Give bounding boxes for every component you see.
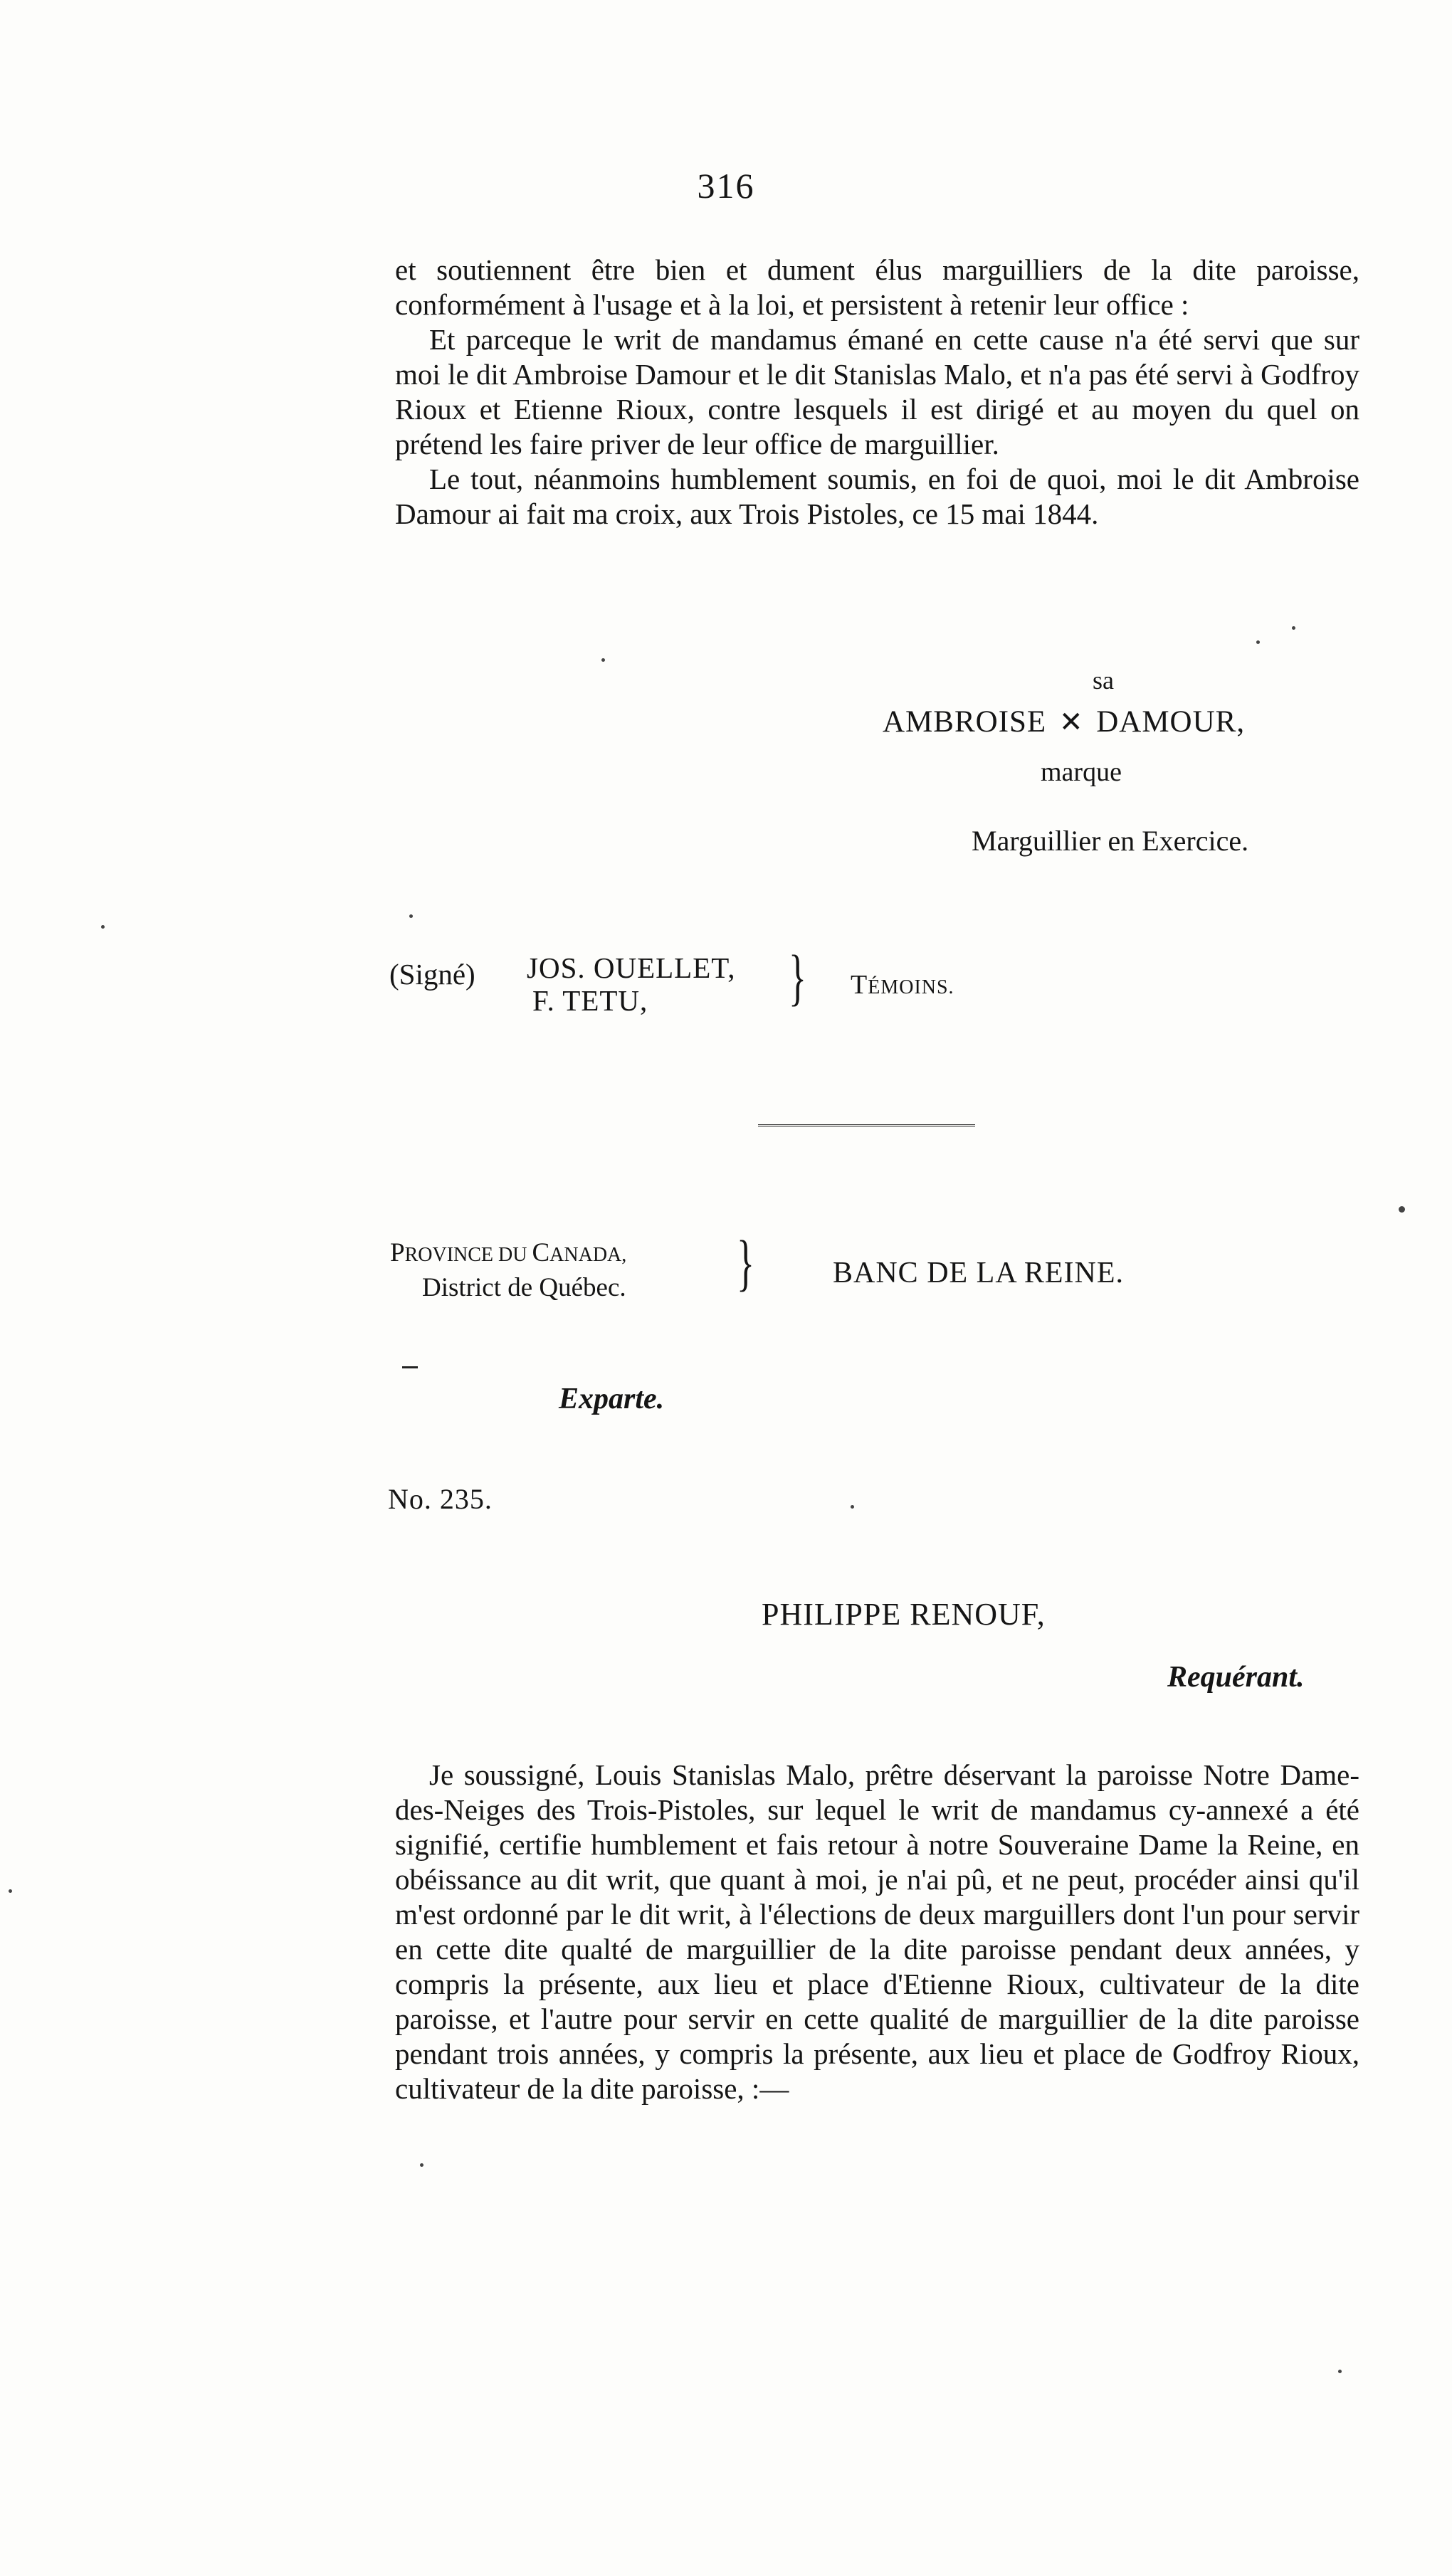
paragraph-4: Je soussigné, Louis Stanislas Malo, prêtre déservant la paroisse Notre Dame-des-Neiges des Trois-Pistoles, sur lequel le writ de mandamus cy-annexé a été signifié, certifie humblement et fais retour à notre Souveraine Dame la Reine, en obéissance au dit writ, que quant à moi, je n'ai pû, et ne peut, procéder ainsi qu'il m'est ordonné par le dit writ, à l'élections de deux marguillers dont l'un pour servir en cette dite qualté de marguillier de la dite paroisse pendant deux années, y compris la présente, aux lieu et place d'Etienne Rioux, cultivateur de la dite paroisse, et l'autre pour servir en cette qualité de marguillier de la dite paroisse pendant trois années, y compris la présente, aux lieu et place de Godfroy Rioux, cultivateur de la dite paroisse, :— [395, 1758, 1359, 2105]
ink-speck [9, 1889, 12, 1893]
ink-speck [601, 658, 605, 662]
temoins-rest: ÉMOINS. [868, 976, 954, 998]
court-name: BANC DE LA REINE. [833, 1257, 1124, 1289]
intro-text-block [395, 253, 1359, 532]
witness-brace: } [789, 943, 806, 1013]
ink-speck [851, 1505, 854, 1509]
margin-dash [402, 1366, 418, 1368]
party-role: Requérant. [1167, 1661, 1305, 1694]
paragraph-1: et soutiennent être bien et dument élus marguilliers de la dite paroisse, conformément à l'usage et à la loi, et persistent à retenir leur office : [395, 253, 1359, 321]
province-line [390, 1237, 626, 1272]
signature-role: Marguillier en Exercice. [972, 825, 1249, 857]
ink-speck [1256, 640, 1260, 644]
ink-speck [420, 2163, 424, 2167]
page-number: 316 [697, 166, 755, 206]
ink-speck [409, 914, 413, 918]
return-text-block [395, 1758, 1359, 2106]
temoins-initial: T [851, 970, 868, 1000]
witness-1: JOS. OUELLET, [527, 951, 736, 984]
witness-2: F. TETU, [532, 984, 648, 1017]
signature-name [883, 704, 1245, 739]
signature-last-name: DAMOUR, [1096, 705, 1246, 739]
canada-c: C [532, 1238, 550, 1267]
exparte-label: Exparte. [559, 1383, 665, 1415]
ink-speck [1292, 626, 1295, 630]
paragraph-2: Et parceque le writ de mandamus émané en cette cause n'a été servi que sur moi le dit Ambroise Damour et le dit Stanislas Malo, et n'a pas été servi à Godfroy Rioux et Etienne Rioux, contre lesquels il est dirigé et au moyen du quel on prétend les faire priver de leur office de marguillier. [395, 323, 1359, 460]
province-rest: ROVINCE DU [404, 1244, 532, 1266]
cross-mark-icon: ✕ [1058, 706, 1084, 738]
case-number: No. 235. [388, 1483, 493, 1515]
paragraph-3: Le tout, néanmoins humblement soumis, en foi de quoi, moi le dit Ambroise Damour ai fait ma croix, aux Trois Pistoles, ce 15 mai 1844. [395, 463, 1359, 530]
party-name: PHILIPPE RENOUF, [762, 1597, 1046, 1632]
province-heading [390, 1237, 626, 1304]
witness-names [527, 951, 736, 1017]
canada-rest: ANADA, [549, 1244, 627, 1266]
ink-speck [1338, 2370, 1342, 2373]
province-p: P [390, 1238, 405, 1267]
signature-first-name: AMBROISE [883, 705, 1047, 739]
district-line: District de Québec. [422, 1273, 626, 1302]
heading-brace: } [737, 1228, 754, 1298]
section-divider [758, 1124, 975, 1132]
signe-label: (Signé) [389, 958, 475, 991]
signature-sa: sa [1093, 666, 1114, 695]
ink-speck [1399, 1206, 1405, 1213]
signature-marque: marque [1041, 757, 1122, 787]
ink-speck [101, 925, 105, 929]
temoins-label [851, 969, 954, 1001]
